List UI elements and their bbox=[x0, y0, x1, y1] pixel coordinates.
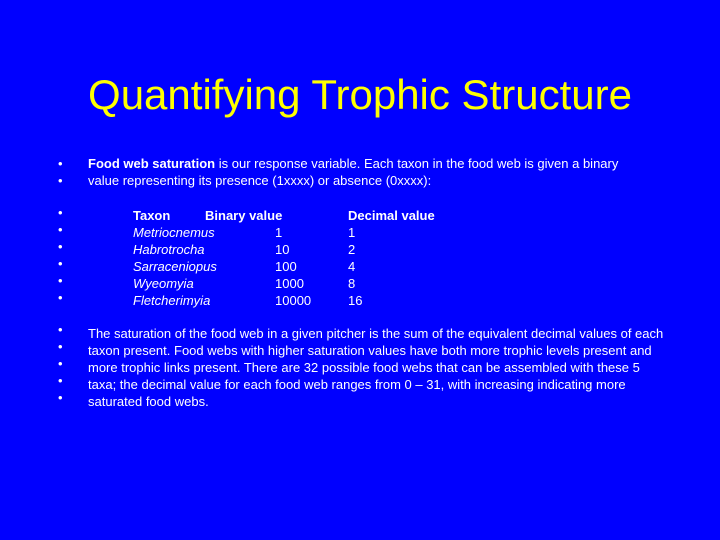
bullet: • bbox=[58, 273, 63, 288]
binary-value: 1 bbox=[275, 225, 283, 240]
table-row bbox=[133, 275, 468, 292]
bullet-column bbox=[58, 155, 63, 406]
taxon-table bbox=[133, 207, 468, 309]
taxon-name: Wyeomyia bbox=[133, 276, 194, 291]
conclusion-paragraph: The saturation of the food web in a given pitcher is the sum of the equivalent decimal values of each taxon present. Food webs with higher saturation values have both more trophic levels present and more trophic links present. There are 32 possible food webs that can be assembled with these 5 taxa; the decimal value for each food web ranges from 0 – 31, with increasing indicating more saturated food webs. bbox=[88, 326, 664, 409]
table-header-row bbox=[133, 207, 468, 224]
bullet: • bbox=[58, 156, 63, 171]
intro-paragraph bbox=[88, 155, 648, 189]
table-row bbox=[133, 258, 468, 275]
bullet: • bbox=[58, 290, 63, 305]
table-row bbox=[133, 224, 468, 241]
table-row bbox=[133, 241, 468, 258]
binary-value: 10 bbox=[275, 242, 290, 257]
bullet: • bbox=[58, 222, 63, 237]
taxon-name: Fletcherimyia bbox=[133, 293, 211, 308]
header-binary: Binary value bbox=[205, 208, 283, 223]
binary-value: 1000 bbox=[275, 276, 304, 291]
bullet: • bbox=[58, 356, 63, 371]
bullet: • bbox=[58, 239, 63, 254]
bullet: • bbox=[58, 256, 63, 271]
taxon-name: Metriocnemus bbox=[133, 225, 215, 240]
bullet: • bbox=[58, 390, 63, 405]
intro-bold-term: Food web saturation bbox=[88, 156, 216, 171]
taxon-name: Habrotrocha bbox=[133, 242, 205, 257]
bullet: • bbox=[58, 205, 63, 220]
decimal-value: 2 bbox=[348, 242, 356, 257]
bullet: • bbox=[58, 373, 63, 388]
decimal-value: 1 bbox=[348, 225, 356, 240]
decimal-value: 16 bbox=[348, 293, 363, 308]
decimal-value: 4 bbox=[348, 259, 356, 274]
bullet: • bbox=[58, 173, 63, 188]
decimal-value: 8 bbox=[348, 276, 356, 291]
binary-value: 100 bbox=[275, 259, 297, 274]
bullet: • bbox=[58, 339, 63, 354]
binary-value: 10000 bbox=[275, 293, 312, 308]
table-row bbox=[133, 292, 468, 309]
bullet: • bbox=[58, 322, 63, 337]
header-taxon: Taxon bbox=[133, 208, 171, 223]
intro-text: is our response variable. Each taxon in the food web is given a binary value representing its presence (1xxxx) or absence (0xxxx): bbox=[88, 156, 619, 188]
header-decimal: Decimal value bbox=[348, 208, 435, 223]
slide-title: Quantifying Trophic Structure bbox=[88, 71, 632, 118]
taxon-name: Sarraceniopus bbox=[133, 259, 217, 274]
